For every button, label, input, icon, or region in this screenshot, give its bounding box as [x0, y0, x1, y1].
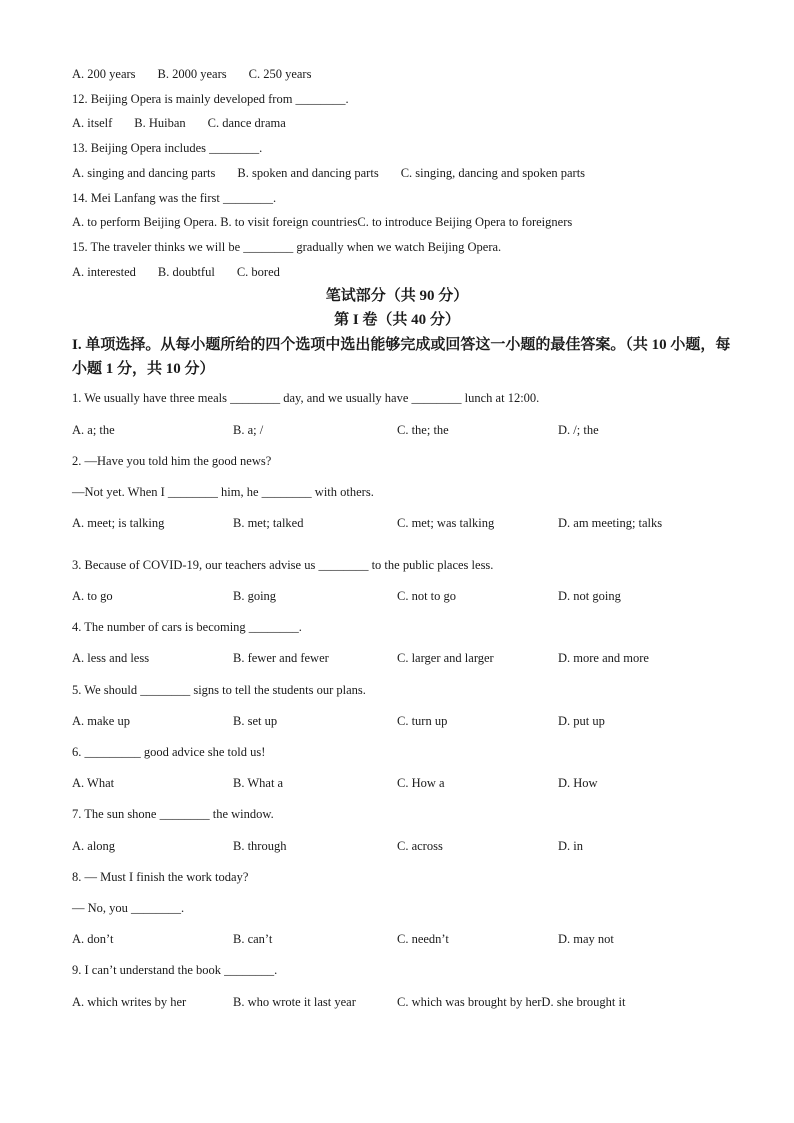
q15-stem: 15. The traveler thinks we will be ________ gradually when we watch Beijing Opera.: [72, 240, 502, 254]
option-c: C. the; the: [397, 423, 449, 437]
option-a: A. less and less: [72, 651, 150, 665]
option-a: A. meet; is talking: [72, 516, 165, 530]
q15-options: [72, 264, 280, 280]
q15-option-c: C. bored: [236, 265, 280, 279]
option-d: D. /; the: [558, 423, 599, 437]
question-2-stem: 2. —Have you told him the good news?: [72, 454, 272, 468]
q12-option-c: C. dance drama: [207, 116, 286, 130]
q11-options: [72, 66, 311, 82]
q15-option-b: B. doubtful: [157, 265, 215, 279]
q11-option-c: C. 250 years: [248, 67, 312, 81]
option-d: D. How: [558, 776, 598, 790]
option-d: D. in: [558, 839, 583, 853]
option-b: B. met; talked: [233, 516, 304, 530]
option-d: D. put up: [558, 714, 605, 728]
q12-options: [72, 115, 286, 131]
option-c: C. met; was talking: [397, 516, 495, 530]
q11-option-a: A. 200 years: [72, 67, 136, 81]
question-6-stem: 6. _________ good advice she told us!: [72, 745, 266, 759]
q13-option-a: A. singing and dancing parts: [72, 166, 216, 180]
option-b: B. What a: [233, 776, 284, 790]
q14-stem: 14. Mei Lanfang was the first ________.: [72, 191, 277, 205]
question-7-stem: 7. The sun shone ________ the window.: [72, 807, 274, 821]
option-c: C. not to go: [397, 589, 457, 603]
option-a: A. along: [72, 839, 116, 853]
question-2-stem-line2: —Not yet. When I ________ him, he ________ with others.: [72, 485, 374, 499]
option-c: C. turn up: [397, 714, 448, 728]
option-b: B. who wrote it last year: [233, 995, 356, 1009]
option-a: A. to go: [72, 589, 113, 603]
option-b: B. a; /: [233, 423, 264, 437]
question-8-stem: 8. — Must I finish the work today?: [72, 870, 249, 884]
q14-options: A. to perform Beijing Opera. B. to visit foreign countriesC. to introduce Beijing Opera to foreigners: [72, 215, 573, 229]
q13-option-b: B. spoken and dancing parts: [237, 166, 379, 180]
q12-option-b: B. Huiban: [134, 116, 186, 130]
option-b: B. going: [233, 589, 277, 603]
option-b: B. can’t: [233, 932, 273, 946]
option-a: A. a; the: [72, 423, 115, 437]
section-heading: I. 单项选择。从每小题所给的四个选项中选出能够完成或回答这一小题的最佳答案。（共 10 小题，每小题 1 分，共 10 分）: [72, 337, 731, 377]
option-d: D. more and more: [558, 651, 649, 665]
option-d: D. not going: [558, 589, 621, 603]
option-a: A. don’t: [72, 932, 114, 946]
option-c: C. across: [397, 839, 443, 853]
volume-title: 第 I 卷（共 40 分）: [334, 312, 460, 328]
option-a: A. make up: [72, 714, 130, 728]
q13-stem: 13. Beijing Opera includes ________.: [72, 141, 263, 155]
question-5-stem: 5. We should ________ signs to tell the students our plans.: [72, 683, 366, 697]
option-c: C. needn’t: [397, 932, 449, 946]
question-9-stem: 9. I can’t understand the book ________.: [72, 963, 278, 977]
q12-stem: 12. Beijing Opera is mainly developed from ________.: [72, 92, 349, 106]
option-b: B. fewer and fewer: [233, 651, 329, 665]
q11-option-b: B. 2000 years: [157, 67, 227, 81]
q15-option-a: A. interested: [72, 265, 136, 279]
q12-option-a: A. itself: [72, 116, 113, 130]
option-c-d: C. which was brought by herD. she brought it: [397, 995, 626, 1009]
option-d: D. am meeting; talks: [558, 516, 663, 530]
question-4-stem: 4. The number of cars is becoming ________.: [72, 620, 302, 634]
option-b: B. through: [233, 839, 287, 853]
option-a: A. which writes by her: [72, 995, 187, 1009]
question-8-stem-line2: — No, you ________.: [72, 901, 185, 915]
option-a: A. What: [72, 776, 115, 790]
question-3-stem: 3. Because of COVID-19, our teachers advise us ________ to the public places less.: [72, 558, 494, 572]
option-c: C. How a: [397, 776, 445, 790]
option-c: C. larger and larger: [397, 651, 494, 665]
q13-options: [72, 165, 585, 181]
option-d: D. may not: [558, 932, 614, 946]
q13-option-c: C. singing, dancing and spoken parts: [400, 166, 586, 180]
written-part-title: 笔试部分（共 90 分）: [325, 288, 469, 304]
question-1-stem: 1. We usually have three meals ________ day, and we usually have ________ lunch at 12:00.: [72, 391, 540, 405]
option-b: B. set up: [233, 714, 278, 728]
